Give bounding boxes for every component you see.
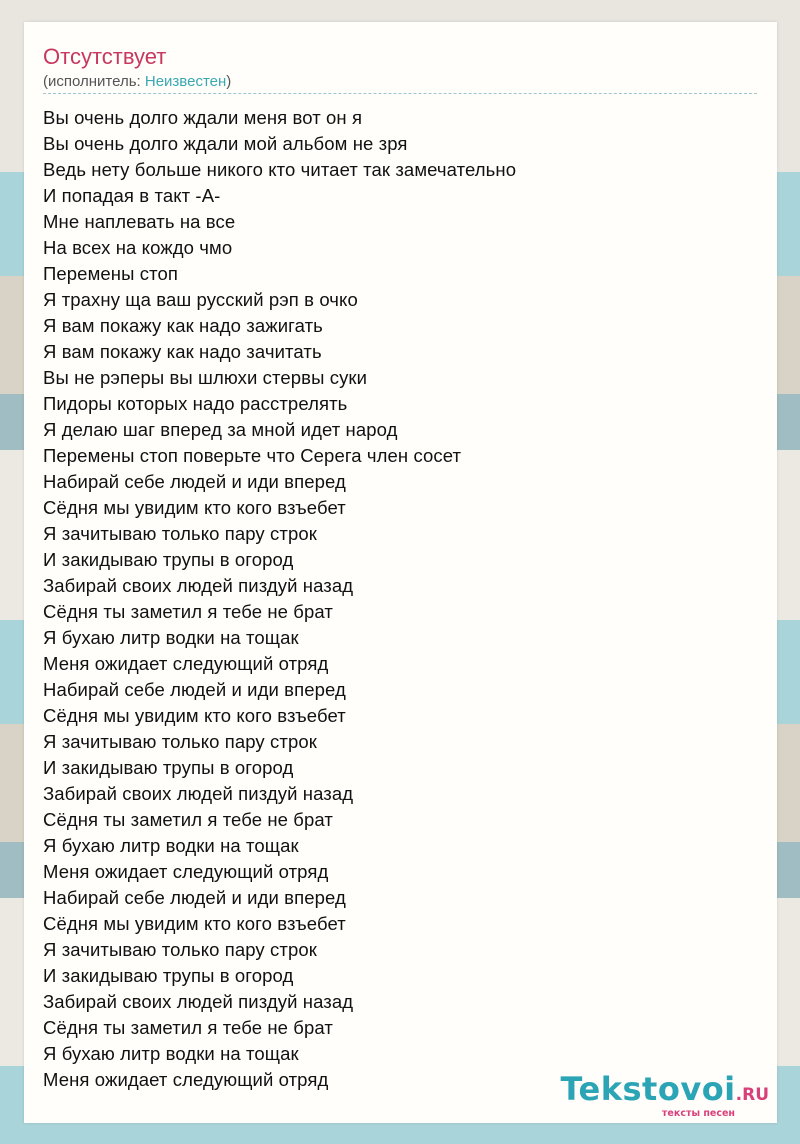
lyric-line: Ведь нету больше никого кто читает так замечательно xyxy=(43,159,517,180)
lyric-line: Сёдня мы увидим кто кого взъебет xyxy=(43,913,346,934)
lyric-line: Я бухаю литр водки на тощак xyxy=(43,1043,299,1064)
lyric-line: Забирай своих людей пиздуй назад xyxy=(43,783,354,804)
lyric-line: Я бухаю литр водки на тощак xyxy=(43,835,299,856)
lyric-line: Забирай своих людей пиздуй назад xyxy=(43,575,354,596)
lyrics-body xyxy=(43,105,763,1093)
lyric-line: Набирай себе людей и иди вперед xyxy=(43,471,346,492)
lyric-line: Набирай себе людей и иди вперед xyxy=(43,679,346,700)
lyric-line: Я делаю шаг вперед за мной идет народ xyxy=(43,419,398,440)
artist-prefix: (исполнитель: xyxy=(43,73,145,90)
logo-text: Tekstovoi xyxy=(560,1070,736,1108)
lyric-line: Набирай себе людей и иди вперед xyxy=(43,887,346,908)
lyric-line: Я вам покажу как надо зажигать xyxy=(43,315,323,336)
lyric-line: Я трахну ща ваш русский рэп в очко xyxy=(43,289,358,310)
lyric-line: Забирай своих людей пиздуй назад xyxy=(43,991,354,1012)
lyric-line: И закидываю трупы в огород xyxy=(43,965,294,986)
lyric-line: Сёдня мы увидим кто кого взъебет xyxy=(43,705,346,726)
lyric-line: И закидываю трупы в огород xyxy=(43,757,294,778)
lyric-line: Сёдня ты заметил я тебе не брат xyxy=(43,601,333,622)
site-logo[interactable] xyxy=(560,1072,769,1119)
lyric-line: Перемены стоп поверьте что Серега член сосет xyxy=(43,445,462,466)
lyric-line: Пидоры которых надо расстрелять xyxy=(43,393,348,414)
logo-tagline: тексты песен xyxy=(661,1108,735,1119)
lyric-line: Сёдня ты заметил я тебе не брат xyxy=(43,809,333,830)
artist-line xyxy=(43,73,231,91)
lyric-line: Я вам покажу как надо зачитать xyxy=(43,341,322,362)
lyric-line: Вы очень долго ждали мой альбом не зря xyxy=(43,133,408,154)
lyric-line: Я зачитываю только пару строк xyxy=(43,523,317,544)
lyric-line: Меня ожидает следующий отряд xyxy=(43,1069,329,1090)
lyric-line: Меня ожидает следующий отряд xyxy=(43,861,329,882)
logo-wordmark xyxy=(560,1072,769,1112)
title-divider xyxy=(43,93,757,94)
lyric-line: Я бухаю литр водки на тощак xyxy=(43,627,299,648)
lyric-line: Сёдня мы увидим кто кого взъебет xyxy=(43,497,346,518)
artist-link[interactable]: Неизвестен xyxy=(144,73,227,90)
logo-domain: .RU xyxy=(735,1085,769,1105)
lyrics-card xyxy=(24,22,777,1123)
lyric-line: На всех на кождо чмо xyxy=(43,237,233,258)
lyric-line: Вы не рэперы вы шлюхи стервы суки xyxy=(43,367,368,388)
song-title: Отсутствует xyxy=(43,44,167,69)
lyric-line: Меня ожидает следующий отряд xyxy=(43,653,329,674)
lyric-line: Сёдня ты заметил я тебе не брат xyxy=(43,1017,333,1038)
lyric-line: Я зачитываю только пару строк xyxy=(43,731,317,752)
artist-suffix: ) xyxy=(226,73,232,90)
lyric-line: Мне наплевать на все xyxy=(43,211,236,232)
lyric-line: И закидываю трупы в огород xyxy=(43,549,294,570)
lyric-line: Перемены стоп xyxy=(43,263,178,284)
lyric-line: Вы очень долго ждали меня вот он я xyxy=(43,107,363,128)
lyric-line: Я зачитываю только пару строк xyxy=(43,939,317,960)
lyric-line: И попадая в такт -А- xyxy=(43,185,221,206)
